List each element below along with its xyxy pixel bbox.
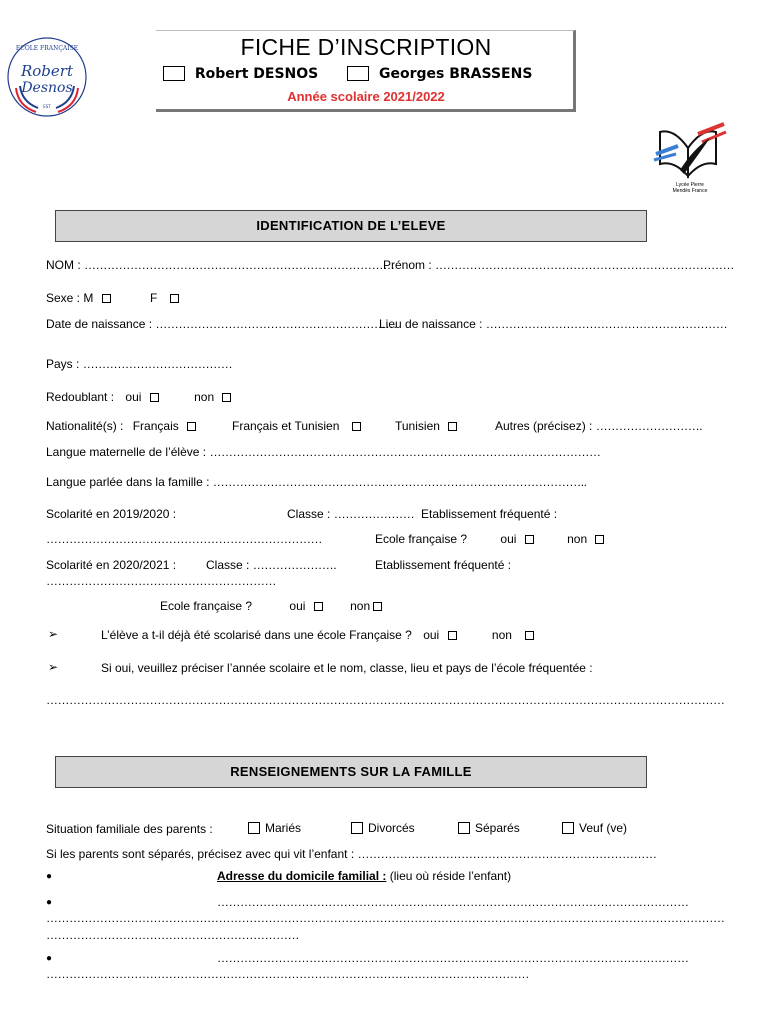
ecole-francaise-2019-oui-checkbox[interactable] [525, 535, 534, 544]
situation-row [46, 822, 213, 836]
lieu-naissance-row [379, 317, 727, 331]
scolarise-oui-label: oui [423, 628, 440, 642]
langue-famille-row [46, 475, 586, 489]
etablissement-2019-field[interactable]: ……………………………………………………………… [46, 532, 322, 546]
classe-2019-row [287, 507, 414, 521]
redoublant-label: Redoublant : [46, 390, 115, 404]
classe-2020-row [206, 558, 336, 572]
tunisien-option [395, 419, 457, 433]
scolarise-oui-checkbox[interactable] [448, 631, 457, 640]
si-separes-row [46, 847, 657, 861]
date-naissance-row [46, 317, 397, 331]
si-separes-field[interactable]: …………………………………………………………………… [357, 847, 657, 861]
adresse-label: Adresse du domicile familial : [217, 869, 387, 883]
bullet-icon: ● [46, 871, 53, 882]
robert-desnos-checkbox[interactable] [163, 66, 185, 81]
sexe-m-checkbox[interactable] [102, 294, 111, 303]
page-title: FICHE D’INSCRIPTION [240, 34, 492, 60]
separes-checkbox[interactable] [458, 822, 470, 834]
adresse-field-4[interactable]: …………………………………………………………………………………………………………… [217, 951, 689, 965]
prenom-row [383, 258, 734, 272]
pays-label: Pays : [46, 357, 80, 371]
francais-tunisien-option [232, 419, 361, 433]
pays-row [46, 357, 232, 371]
divorces-checkbox[interactable] [351, 822, 363, 834]
svg-text:EST: EST [43, 104, 51, 109]
lieu-naissance-label: Lieu de naissance : [379, 317, 483, 331]
maries-option [248, 821, 301, 835]
scolarite-2020-label: Scolarité en 2020/2021 : [46, 558, 177, 572]
separes-label: Séparés [475, 821, 520, 835]
sexe-label: Sexe : M [46, 291, 94, 305]
redoublant-oui-label: oui [125, 390, 142, 404]
langue-maternelle-row [46, 445, 600, 459]
redoublant-oui-checkbox[interactable] [150, 393, 159, 402]
nom-row [46, 258, 395, 272]
langue-famille-label: Langue parlée dans la famille : [46, 475, 210, 489]
etablissement-2020-field[interactable]: …………………………………………………… [46, 574, 276, 588]
adresse-field-5[interactable]: ……………………………………………………………………………………………………………… [46, 967, 529, 981]
redoublant-row [46, 390, 231, 404]
autres-label: Autres (précisez) : [495, 419, 593, 433]
scolarite-2019-label: Scolarité en 2019/2020 : [46, 507, 177, 521]
school-choice-line [163, 66, 532, 82]
ecole-francaise-2019-row [375, 532, 604, 546]
adresse-field-1[interactable]: …………………………………………………………………………………………………………… [217, 895, 689, 909]
nationalite-label: Nationalité(s) : [46, 419, 124, 433]
question-scolarise-label: L’élève a t-il déjà été scolarisé dans une école Française ? [101, 628, 412, 642]
svg-text:ECOLE FRANÇAISE: ECOLE FRANÇAISE [15, 45, 79, 52]
scolarise-non-label: non [491, 628, 512, 642]
redoublant-non-checkbox[interactable] [222, 393, 231, 402]
langue-maternelle-label: Langue maternelle de l’élève : [46, 445, 207, 459]
classe-2020-label: Classe : [206, 558, 250, 572]
date-naissance-field[interactable]: ……………………………………………………… [155, 317, 397, 331]
ecole-francaise-2019-oui-label: oui [500, 532, 517, 546]
francais-tunisien-label: Français et Tunisien [232, 419, 340, 433]
sexe-row [46, 291, 179, 305]
adresse-row [217, 869, 511, 883]
situation-label: Situation familiale des parents : [46, 822, 213, 836]
ecole-francaise-2019-label: Ecole française ? [375, 532, 468, 546]
langue-maternelle-field[interactable]: ………………………………………………………………………………………… [209, 445, 601, 459]
maries-label: Mariés [265, 821, 302, 835]
lieu-naissance-field[interactable]: ……………………………………………………… [485, 317, 728, 331]
section-identification-eleve: IDENTIFICATION DE L’ELEVE [55, 210, 647, 242]
langue-famille-field[interactable]: …………………………………………………………………………………….. [212, 475, 587, 489]
school-georges-brassens: Georges BRASSENS [378, 66, 533, 82]
sexe-f-checkbox[interactable] [170, 294, 179, 303]
maries-checkbox[interactable] [248, 822, 260, 834]
lycee-pierre-mendes-france-logo [650, 118, 730, 198]
veuf-label: Veuf (ve) [579, 821, 628, 835]
classe-2020-field[interactable]: …………………. [252, 558, 337, 572]
school-robert-desnos: Robert DESNOS [194, 66, 319, 82]
nationalite-row [46, 419, 196, 433]
veuf-checkbox[interactable] [562, 822, 574, 834]
etablissement-2019-label: Etablissement fréquenté : [421, 507, 558, 521]
sexe-f-label: F [150, 291, 158, 305]
prenom-field[interactable]: …………………………………………………………………… [435, 258, 735, 272]
nom-field[interactable]: ……………………………………………………………………… [84, 258, 395, 272]
ecole-francaise-2020-non-label: non [350, 599, 371, 613]
arrow-icon: ➢ [48, 627, 59, 641]
section-renseignements-famille: RENSEIGNEMENTS SUR LA FAMILLE [55, 756, 647, 788]
ecole-francaise-2019-non-checkbox[interactable] [595, 535, 604, 544]
ecole-francaise-2020-label: Ecole française ? [160, 599, 253, 613]
divorces-label: Divorcés [368, 821, 415, 835]
svg-text:Robert: Robert [20, 62, 74, 80]
georges-brassens-checkbox[interactable] [347, 66, 369, 81]
separes-option [458, 821, 520, 835]
classe-2019-field[interactable]: ………………… [333, 507, 415, 521]
ecole-francaise-2019-non-label: non [567, 532, 588, 546]
prenom-label: Prénom : [383, 258, 432, 272]
svg-text:Desnos: Desnos [21, 80, 73, 96]
adresse-field-2[interactable]: …………………………………………………………………………………………………………………………………………………………… [46, 911, 725, 925]
arrow-icon: ➢ [48, 660, 59, 674]
francais-checkbox[interactable] [187, 422, 196, 431]
right-logo-caption-2: Mendès France [672, 188, 708, 194]
pays-field[interactable]: ………………………………… [82, 357, 233, 371]
question-si-oui-label: Si oui, veuillez préciser l’année scolaire et le nom, classe, lieu et pays de l’école fréquentée : [101, 661, 593, 675]
question-scolarise-row [101, 628, 534, 642]
scolarise-non-checkbox[interactable] [525, 631, 534, 640]
classe-2019-label: Classe : [287, 507, 331, 521]
ecole-francaise-2020-row [160, 599, 382, 613]
redoublant-non-label: non [194, 390, 215, 404]
etablissement-2020-label: Etablissement fréquenté : [375, 558, 512, 572]
francais-tunisien-checkbox[interactable] [352, 422, 361, 431]
tunisien-label: Tunisien [395, 419, 440, 433]
tunisien-checkbox[interactable] [448, 422, 457, 431]
school-year: Année scolaire 2021/2022 [287, 89, 445, 104]
nom-label: NOM : [46, 258, 81, 272]
si-separes-label: Si les parents sont séparés, précisez avec qui vit l’enfant : [46, 847, 355, 861]
ecole-francaise-2020-oui-checkbox[interactable] [314, 602, 323, 611]
right-logo-caption-1: Lycée Pierre [676, 182, 704, 188]
autres-option [495, 419, 702, 433]
ecole-francaise-2020-non-checkbox[interactable] [373, 602, 382, 611]
adresse-field-3[interactable]: ………………………………………………………… [46, 928, 299, 942]
ecole-francaise-2020-oui-label: oui [289, 599, 306, 613]
ecole-robert-desnos-logo [6, 36, 88, 118]
divorces-option [351, 821, 415, 835]
francais-label: Français [132, 419, 179, 433]
bullet-icon: ● [46, 953, 53, 964]
ecole-frequentee-field[interactable]: …………………………………………………………………………………………………………………………………………………………… [46, 693, 725, 707]
adresse-note: (lieu où réside l’enfant) [389, 869, 512, 883]
bullet-icon: ● [46, 897, 53, 908]
date-naissance-label: Date de naissance : [46, 317, 153, 331]
veuf-option [562, 821, 627, 835]
autres-field[interactable]: ………………………. [595, 419, 703, 433]
